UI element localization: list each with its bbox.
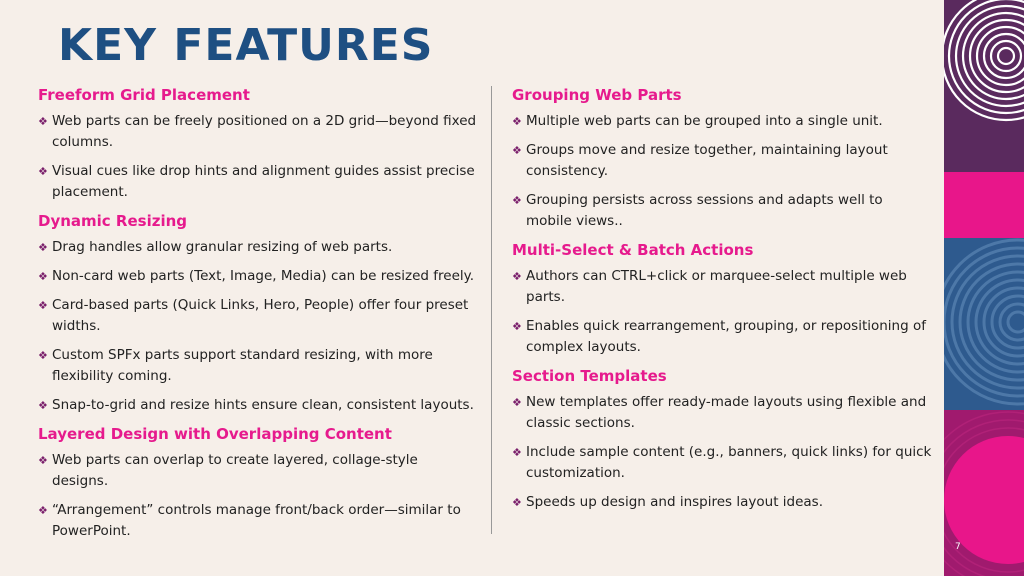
diamond-bullet-icon: ❖	[38, 504, 48, 517]
bullet-item	[38, 345, 478, 387]
bullet-text: Include sample content (e.g., banners, quick links) for quick customization.	[526, 444, 932, 481]
decorative-side-panel	[944, 0, 1024, 576]
diamond-bullet-icon: ❖	[38, 299, 48, 312]
diamond-bullet-icon: ❖	[38, 349, 48, 362]
diamond-bullet-icon: ❖	[512, 320, 522, 333]
feature-section	[38, 211, 478, 416]
bullet-item	[38, 111, 478, 153]
feature-section	[512, 366, 932, 513]
bullet-text: “Arrangement” controls manage front/back order—similar to PowerPoint.	[52, 502, 461, 539]
bullet-text: Multiple web parts can be grouped into a single unit.	[526, 113, 883, 129]
bullet-text: Web parts can be freely positioned on a 2D grid—beyond fixed columns.	[52, 113, 477, 150]
bullet-text: Web parts can overlap to create layered, collage-style designs.	[52, 452, 418, 489]
section-heading: Grouping Web Parts	[512, 86, 682, 104]
bullet-item	[512, 492, 932, 513]
section-heading: Dynamic Resizing	[38, 212, 187, 230]
bullet-text: Authors can CTRL+click or marquee-select multiple web parts.	[526, 268, 907, 305]
bullet-item	[38, 237, 478, 258]
section-heading: Section Templates	[512, 367, 667, 385]
feature-section	[512, 85, 932, 232]
bullet-item	[38, 450, 478, 492]
bullet-text: Visual cues like drop hints and alignment guides assist precise placement.	[52, 163, 475, 200]
slide-title: KEY FEATURES	[58, 20, 434, 71]
diamond-bullet-icon: ❖	[512, 144, 522, 157]
section-heading: Layered Design with Overlapping Content	[38, 425, 392, 443]
panel-block-purple	[944, 0, 1024, 172]
diamond-bullet-icon: ❖	[512, 115, 522, 128]
left-column	[38, 85, 478, 550]
bullet-text: New templates offer ready-made layouts using flexible and classic sections.	[526, 394, 927, 431]
bullet-item	[38, 161, 478, 203]
bullet-text: Speeds up design and inspires layout ideas.	[526, 494, 824, 510]
bullet-item	[38, 266, 478, 287]
feature-section	[38, 424, 478, 542]
bullet-item	[38, 500, 478, 542]
bullet-text: Custom SPFx parts support standard resizing, with more flexibility coming.	[52, 347, 433, 384]
diamond-bullet-icon: ❖	[512, 194, 522, 207]
diamond-bullet-icon: ❖	[38, 399, 48, 412]
bullet-text: Snap-to-grid and resize hints ensure clean, consistent layouts.	[52, 397, 474, 413]
diamond-bullet-icon: ❖	[512, 446, 522, 459]
column-divider	[491, 86, 492, 534]
bullet-item	[512, 190, 932, 232]
bullet-item	[512, 316, 932, 358]
bullet-text: Card-based parts (Quick Links, Hero, People) offer four preset widths.	[52, 297, 469, 334]
diamond-bullet-icon: ❖	[38, 270, 48, 283]
page-number: 7	[955, 542, 961, 552]
feature-section	[512, 240, 932, 358]
panel-block-pink	[944, 172, 1024, 238]
bullet-item	[512, 266, 932, 308]
bullet-item	[512, 442, 932, 484]
bullet-item	[512, 392, 932, 434]
section-heading: Freeform Grid Placement	[38, 86, 250, 104]
diamond-bullet-icon: ❖	[38, 454, 48, 467]
section-heading: Multi-Select & Batch Actions	[512, 241, 754, 259]
diamond-bullet-icon: ❖	[512, 496, 522, 509]
bullet-item	[512, 111, 932, 132]
right-column	[512, 85, 932, 521]
bullet-item	[38, 295, 478, 337]
diamond-bullet-icon: ❖	[512, 270, 522, 283]
diamond-bullet-icon: ❖	[38, 241, 48, 254]
diamond-bullet-icon: ❖	[38, 165, 48, 178]
bullet-text: Drag handles allow granular resizing of web parts.	[52, 239, 393, 255]
diamond-bullet-icon: ❖	[512, 396, 522, 409]
diamond-bullet-icon: ❖	[38, 115, 48, 128]
bullet-text: Groups move and resize together, maintaining layout consistency.	[526, 142, 888, 179]
bullet-item	[512, 140, 932, 182]
bullet-text: Non-card web parts (Text, Image, Media) can be resized freely.	[52, 268, 475, 284]
feature-section	[38, 85, 478, 203]
bullet-item	[38, 395, 478, 416]
bullet-text: Grouping persists across sessions and adapts well to mobile views..	[526, 192, 883, 229]
bullet-text: Enables quick rearrangement, grouping, or repositioning of complex layouts.	[526, 318, 926, 355]
